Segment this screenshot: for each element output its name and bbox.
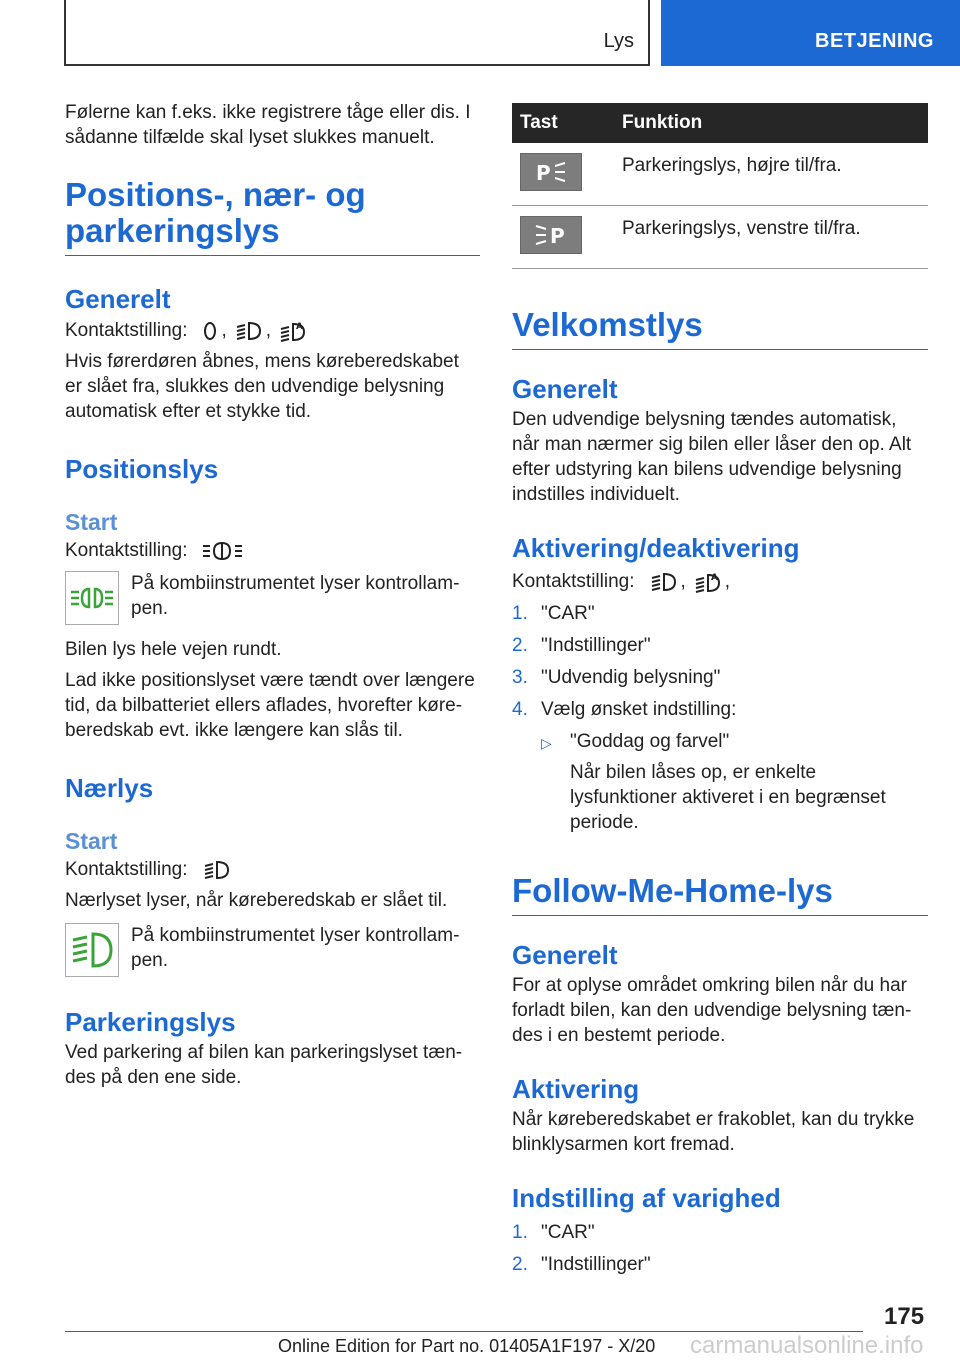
table-cell-funktion: Parkeringslys, venstre til/fra.	[606, 206, 928, 269]
switch-position-row: Kontaktstilling: , A ,	[512, 571, 731, 592]
right-column	[512, 103, 928, 1277]
indicator-row-position	[65, 571, 480, 625]
header-section-box	[64, 0, 650, 66]
follow-aktivering-text: Når køreberedskabet er frakoblet, kan du trykke blinklysarmen kort fremad.	[512, 1109, 915, 1155]
generelt-text: Hvis førerdøren åbnes, mens køreberedskabet er slået fra, slukkes den udvendige belysning automatisk efter et stykke tid.	[65, 351, 459, 422]
list-item: 1. "CAR"	[512, 603, 595, 624]
heading-positions-naer-parkeringslys: Positions-, nær- og parkeringslys	[65, 177, 480, 256]
left-column	[65, 100, 480, 1090]
heading-aktivering-deaktivering: Aktivering/deaktivering	[512, 533, 800, 563]
heading-start-naerlys: Start	[65, 828, 118, 854]
switch-position-row	[65, 857, 480, 882]
list-item: 4. Vælg ønsket indstilling:	[512, 699, 737, 720]
low-beam-icon	[649, 571, 677, 593]
velkomst-generelt-text: Den udvendige belysning tændes automatisk, når man nærmer sig bilen eller låser den op. Alt efter udstyring kan bilens udvendige belysning indstilles individuelt.	[512, 409, 912, 505]
auto-light-icon	[693, 570, 721, 594]
heading-generelt: Generelt	[65, 284, 171, 314]
heading-generelt-velkomst: Generelt	[512, 374, 618, 404]
footer-edition-text: Online Edition for Part no. 01405A1F197 - X/20	[278, 1336, 656, 1356]
position-light-indicator-icon	[65, 571, 119, 625]
svg-text:A: A	[710, 572, 718, 583]
svg-text:P: P	[536, 161, 551, 184]
heading-aktivering: Aktivering	[512, 1074, 640, 1104]
switch-position-label: Kontaktstilling:	[65, 859, 188, 880]
heading-positionslys: Positionslys	[65, 454, 219, 484]
heading-naerlys: Nærlys	[65, 773, 154, 803]
switch-position-row	[65, 538, 480, 563]
page-number: 175	[884, 1303, 925, 1330]
list-item: 2. "Indstillinger"	[512, 1254, 651, 1275]
parking-light-right-icon	[520, 153, 582, 191]
lowbeam-indicator-text: På kombiinstrumentet lyser kontrollampen.	[131, 925, 460, 971]
table-cell-funktion: Parkeringslys, højre til/fra.	[606, 143, 928, 206]
switch-position-label: Kontaktstilling:	[65, 320, 188, 341]
parking-light-table	[512, 103, 928, 269]
heading-parkeringslys: Parkeringslys	[65, 1007, 236, 1037]
svg-text:P: P	[550, 224, 565, 247]
low-beam-icon	[202, 859, 230, 881]
list-item: 2. "Indstillinger"	[512, 635, 651, 656]
svg-text:A: A	[296, 321, 304, 332]
follow-generelt-text: For at oplyse området omkring bilen når du har forladt bilen, kan den udvendige belysning tændes i en bestemt periode.	[512, 975, 912, 1046]
position-indicator-text: På kombiinstrumentet lyser kontrollampen.	[131, 573, 460, 619]
heading-generelt-follow: Generelt	[512, 940, 618, 970]
header-section-title: Lys	[603, 30, 634, 52]
sub-list-item: ▷ "Goddag og farvel"	[512, 729, 928, 756]
header-chapter-title: BETJENING	[815, 30, 934, 52]
velkomst-steps-list	[512, 601, 928, 722]
heading-velkomstlys: Velkomstlys	[512, 307, 928, 350]
switch-zero-icon	[202, 320, 218, 342]
list-item: 1. "CAR"	[512, 1222, 595, 1243]
watermark-text: carmanualsonline.info	[690, 1332, 924, 1359]
auto-light-icon	[278, 319, 306, 343]
heading-indstilling-af-varighed: Indstilling af varighed	[512, 1183, 781, 1213]
switch-position-label: Kontaktstilling:	[512, 571, 635, 592]
positionslys-text-2: Lad ikke positionslyset være tændt over længere tid, da bilbatteriet ellers aflades, hvorefter køreberedskab evt. ikke længere kan slås til.	[65, 670, 475, 741]
parking-light-left-icon	[520, 216, 582, 254]
table-row	[512, 206, 928, 269]
triangle-bullet-icon: ▷	[541, 735, 552, 751]
switch-position-label: Kontaktstilling:	[65, 540, 188, 561]
position-light-icon	[202, 540, 244, 562]
positionslys-text-1: Bilen lys hele vejen rundt.	[65, 639, 282, 660]
list-item: 3. "Udvendig belysning"	[512, 667, 721, 688]
heading-follow-me-home-lys: Follow-Me-Home-lys	[512, 873, 928, 916]
header-chapter-tab	[661, 0, 960, 66]
indicator-row-lowbeam	[65, 923, 480, 977]
table-header-funktion: Funktion	[606, 103, 928, 143]
table-row	[512, 143, 928, 206]
sub-list-description: Når bilen låses op, er enkelte lysfunktioner aktiveret i en begrænset periode.	[570, 762, 886, 833]
parkeringslys-text: Ved parkering af bilen kan parkeringslyset tændes på den ene side.	[65, 1042, 463, 1088]
heading-start-positionslys: Start	[65, 509, 118, 535]
intro-text: Følerne kan f.eks. ikke registrere tåge eller dis. I sådanne tilfælde skal lyset slukkes manuelt.	[65, 102, 471, 148]
varighed-steps-list	[512, 1220, 928, 1277]
naerlys-text: Nærlyset lyser, når køreberedskab er slået til.	[65, 890, 448, 911]
low-beam-icon	[234, 320, 262, 342]
table-header-tast: Tast	[512, 103, 606, 143]
low-beam-indicator-icon	[65, 923, 119, 977]
switch-position-row: Kontaktstilling: , , A	[65, 318, 480, 343]
